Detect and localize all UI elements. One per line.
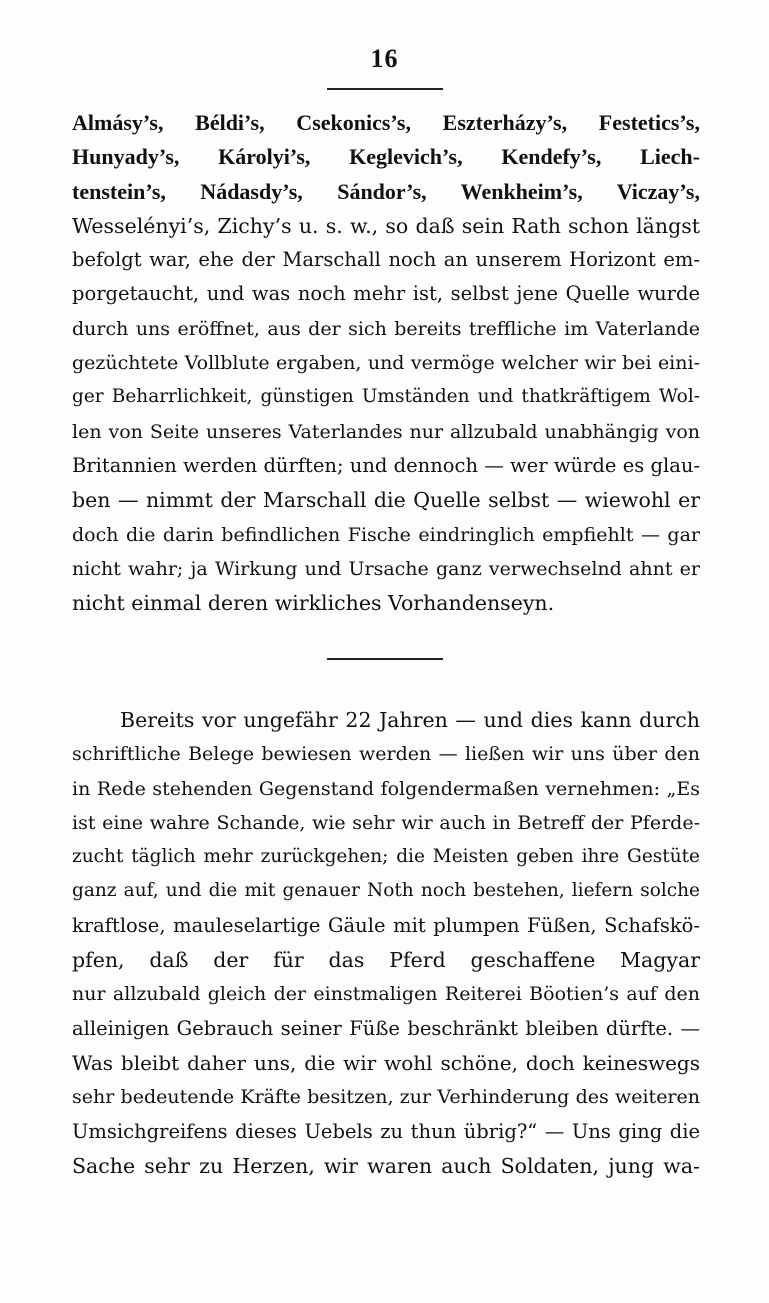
text-line: nur allzubald gleich der einstmaligen Reiterei Böotien’s auf den <box>72 983 700 1006</box>
text-line: Hunyady’s, Károlyi’s, Keglevich’s, Kendefy’s, Liech- <box>72 144 700 170</box>
text-line: Was bleibt daher uns, die wir wohl schöne, doch keineswegs <box>72 1050 700 1075</box>
page-number-rule <box>327 88 443 90</box>
text-line: Sache sehr zu Herzen, wir waren auch Soldaten, jung wa- <box>72 1153 700 1178</box>
text-line: nicht einmal deren wirkliches Vorhandenseyn. <box>72 591 555 616</box>
text-line: gezüchtete Vollblute ergaben, und vermöge welcher wir bei eini- <box>72 352 700 375</box>
text-line: Umsichgreifens dieses Uebels zu thun übrig?“ — Uns ging die <box>72 1119 700 1143</box>
paragraph-1 <box>72 106 700 620</box>
section-divider <box>327 658 443 660</box>
text-line: zucht täglich mehr zurückgehen; die Meisten geben ihre Gestüte <box>72 846 700 868</box>
text-line: ben — nimmt der Marschall die Quelle selbst — wiewohl er <box>72 488 700 513</box>
text-line: doch die darin befindlichen Fische eindringlich empfiehlt — gar <box>72 523 700 546</box>
text-line: pfen, daß der für das Pferd geschaffene Magyar <box>72 948 700 973</box>
text-line: durch uns eröffnet, aus der sich bereits treffliche im Vaterlande <box>72 317 700 340</box>
text-line: Britannien werden dürften; und dennoch — wer würde es glau- <box>72 453 700 477</box>
text-line: in Rede stehenden Gegenstand folgendermaßen vernehmen: „Es <box>72 777 700 800</box>
text-line: tenstein’s, Nádasdy’s, Sándor’s, Wenkheim’s, Viczay’s, <box>72 178 700 204</box>
paragraph-2 <box>72 703 700 1183</box>
page-number: 16 <box>370 44 399 73</box>
text-line: Wesselényi’s, Zichy’s u. s. w., so daß sein Rath schon längst <box>72 213 700 238</box>
text-line: nicht wahr; ja Wirkung und Ursache ganz verwechselnd ahnt er <box>72 557 700 580</box>
text-line: len von Seite unseres Vaterlandes nur allzubald unabhängig von <box>72 420 700 443</box>
text-line: kraftlose, mauleselartige Gäule mit plumpen Füßen, Schafskö- <box>72 913 700 937</box>
text-line: sehr bedeutende Kräfte besitzen, zur Verhinderung des weiteren <box>72 1086 700 1109</box>
text-line: alleinigen Gebrauch seiner Füße beschränkt bleiben dürfte. — <box>72 1016 700 1040</box>
text-line: ger Beharrlichkeit, günstigen Umständen und thatkräftigem Wol- <box>72 386 700 408</box>
text-line: ist eine wahre Schande, wie sehr wir auch in Betreff der Pferde- <box>72 811 700 834</box>
text-line: Bereits vor ungefähr 22 Jahren — und dies kann durch <box>120 708 700 732</box>
text-line: schriftliche Belege bewiesen werden — ließen wir uns über den <box>72 743 700 766</box>
text-line: Almásy’s, Béldi’s, Csekonics’s, Eszterházy’s, Festetics’s, <box>72 110 700 135</box>
text-line: porgetaucht, und was noch mehr ist, selbst jene Quelle wurde <box>72 282 700 306</box>
text-line: befolgt war, ehe der Marschall noch an unserem Horizont em- <box>72 248 700 272</box>
text-line: ganz auf, und die mit genauer Noth noch bestehen, liefern solche <box>72 880 700 902</box>
